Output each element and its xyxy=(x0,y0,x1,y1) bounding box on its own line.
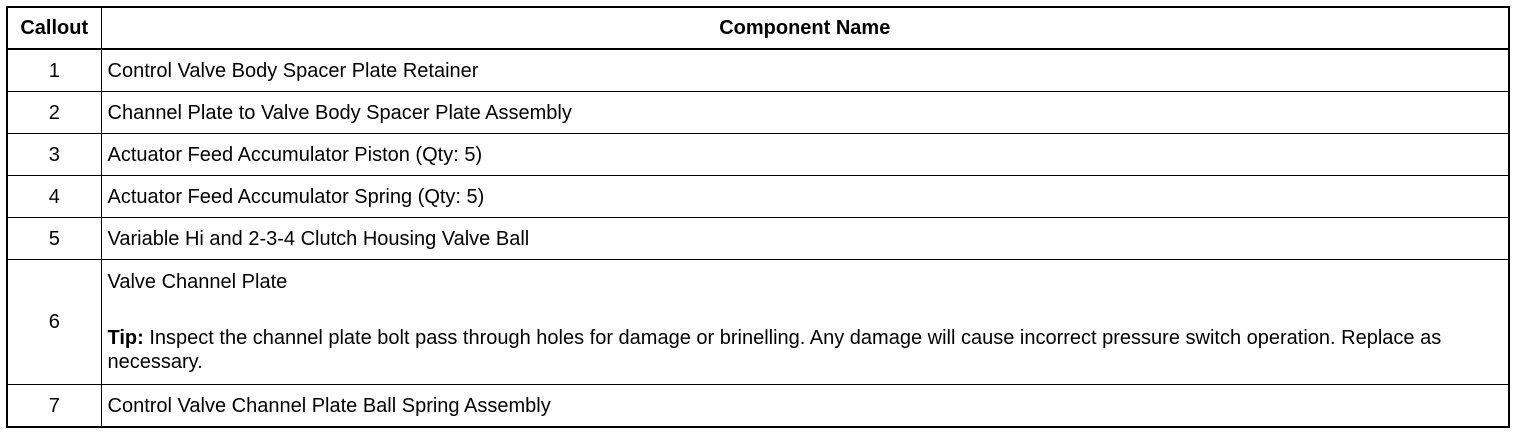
component-name: Control Valve Body Spacer Plate Retainer xyxy=(101,49,1509,92)
component-name: Valve Channel Plate xyxy=(107,271,288,293)
table-row xyxy=(7,176,1509,218)
table-row xyxy=(7,218,1509,260)
table-row xyxy=(7,92,1509,134)
table-row xyxy=(7,260,1509,385)
callout-number: 4 xyxy=(7,176,101,218)
callout-number: 6 xyxy=(7,260,101,385)
callout-column-header: Callout xyxy=(7,7,101,49)
component-name: Actuator Feed Accumulator Piston (Qty: 5) xyxy=(101,134,1509,176)
component-name-with-tip xyxy=(101,260,1509,385)
component-table xyxy=(6,6,1510,428)
table-row xyxy=(7,385,1509,428)
callout-number: 2 xyxy=(7,92,101,134)
tip-label: Tip: xyxy=(107,327,144,349)
component-table-container xyxy=(6,6,1510,428)
component-name: Control Valve Channel Plate Ball Spring Assembly xyxy=(101,385,1509,428)
table-row xyxy=(7,134,1509,176)
component-name-column-header: Component Name xyxy=(101,7,1509,49)
component-name-block xyxy=(108,264,1509,380)
component-name: Variable Hi and 2-3-4 Clutch Housing Valve Ball xyxy=(101,218,1509,260)
component-name: Channel Plate to Valve Body Spacer Plate Assembly xyxy=(101,92,1509,134)
callout-number: 5 xyxy=(7,218,101,260)
callout-number: 1 xyxy=(7,49,101,92)
callout-number: 3 xyxy=(7,134,101,176)
tip-text: Inspect the channel plate bolt pass through holes for damage or brinelling. Any damage will cause incorrect pressure switch operation. Replace as necessary. xyxy=(107,327,1442,373)
tip-note xyxy=(108,326,1509,374)
component-name: Actuator Feed Accumulator Spring (Qty: 5) xyxy=(101,176,1509,218)
table-header-row xyxy=(7,7,1509,49)
table-row xyxy=(7,49,1509,92)
callout-number: 7 xyxy=(7,385,101,428)
